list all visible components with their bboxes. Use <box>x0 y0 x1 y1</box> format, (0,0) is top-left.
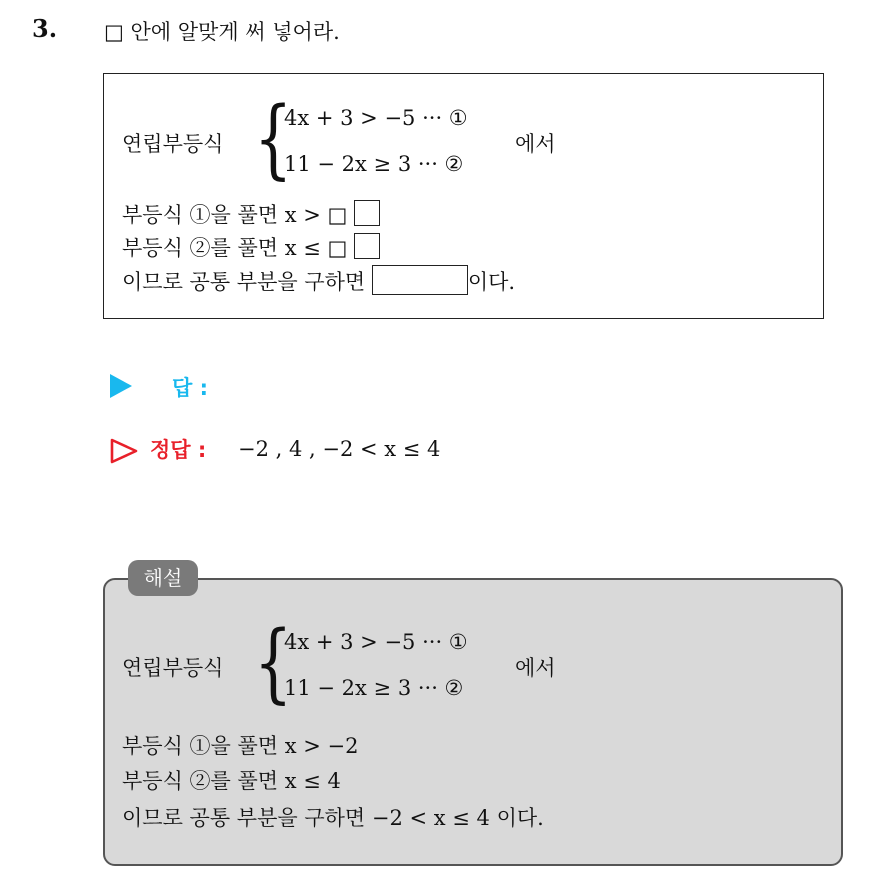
solution-system-suffix: 에서 <box>515 656 556 680</box>
solution-tab: 해설 <box>128 560 198 596</box>
solution-inequality-1: 4x + 3 > −5 ··· ① <box>284 630 468 654</box>
solve-line-1-text: 부등식 ①을 풀면 x > □ <box>122 203 348 227</box>
question-instruction: □ 안에 알맞게 써 넣어라. <box>104 20 340 44</box>
answer-label: 답 : <box>172 376 208 400</box>
system-label: 연립부등식 <box>122 132 224 156</box>
system-brace: { <box>254 89 293 189</box>
solution-line-1: 부등식 ①을 풀면 x > −2 <box>122 734 359 758</box>
system-suffix: 에서 <box>515 132 556 156</box>
correct-answer-arrow-icon <box>110 438 138 464</box>
solution-system-brace: { <box>254 613 293 713</box>
solve-line-3 <box>122 265 515 296</box>
solve-line-2 <box>122 232 380 262</box>
answer-blank-1[interactable] <box>354 200 380 226</box>
solution-system-label: 연립부등식 <box>122 656 224 680</box>
solution-inequality-2: 11 − 2x ≥ 3 ··· ② <box>284 676 464 700</box>
correct-answer-value: −2 , 4 , −2 < x ≤ 4 <box>238 437 441 461</box>
correct-answer-label: 정답 : <box>150 438 207 462</box>
solution-line-3: 이므로 공통 부분을 구하면 −2 < x ≤ 4 이다. <box>122 806 544 830</box>
answer-blank-2[interactable] <box>354 233 380 259</box>
answer-arrow-icon <box>110 374 132 398</box>
inequality-2: 11 − 2x ≥ 3 ··· ② <box>284 152 464 176</box>
solve-line-3-suffix: 이다. <box>467 270 516 294</box>
answer-blank-3[interactable] <box>372 265 468 295</box>
inequality-1: 4x + 3 > −5 ··· ① <box>284 106 468 130</box>
solve-line-1 <box>122 199 380 229</box>
question-number: 3. <box>32 14 58 43</box>
solution-line-2: 부등식 ②를 풀면 x ≤ 4 <box>122 769 341 793</box>
solve-line-3-prefix: 이므로 공통 부분을 구하면 <box>122 270 366 294</box>
solve-line-2-text: 부등식 ②를 풀면 x ≤ □ <box>122 236 348 260</box>
